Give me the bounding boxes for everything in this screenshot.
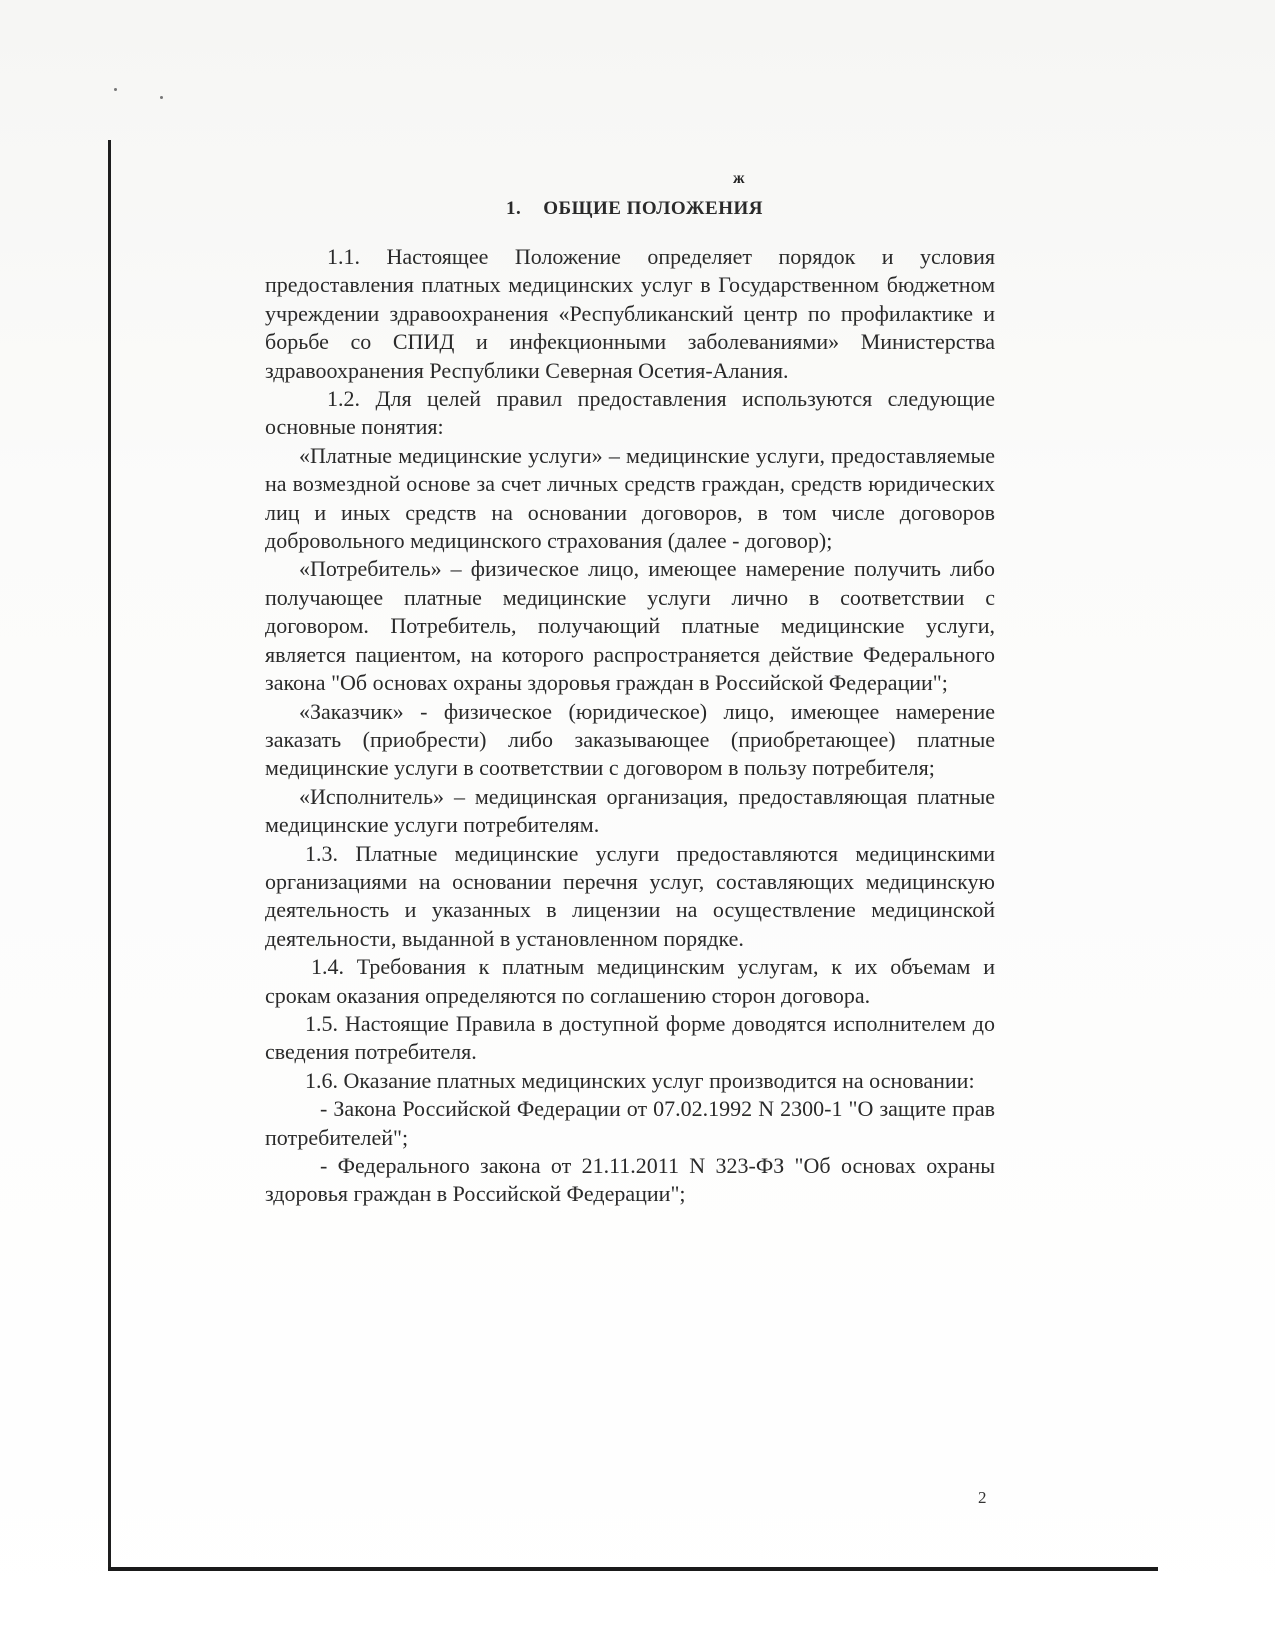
paragraph-1-5: 1.5. Настоящие Правила в доступной форме доводятся исполнителем до сведения потребителя. bbox=[265, 1010, 995, 1065]
definition-contractor: «Исполнитель» – медицинская организация, предоставляющая платные медицинские услуги потребителям. bbox=[265, 783, 995, 838]
paragraph-1-4: 1.4. Требования к платным медицинским услугам, к их объемам и срокам оказания определяются по соглашению сторон договора. bbox=[265, 954, 995, 1008]
section-heading bbox=[506, 198, 763, 220]
section-number: 1. bbox=[506, 198, 522, 219]
definition-paid-services: «Платные медицинские услуги» – медицинские услуги, предоставляемые на возмездной основе за счет личных средств граждан, средств юридических лиц и иных средств на основании договоров, в том числе договоров добровольного медицинского страхования (далее - договор); bbox=[265, 442, 995, 554]
definition-customer: «Заказчик» - физическое (юридическое) лицо, имеющее намерение заказать (приобрести) либо заказывающее (приобретающее) платные медицинские услуги в соответствии с договором в пользу потребителя; bbox=[265, 698, 995, 781]
paragraph-1-3: 1.3. Платные медицинские услуги предоставляются медицинскими организациями на основании перечня услуг, составляющих медицинскую деятельность и указанных в лицензии на осуществление медицинской деятельности, выданной в установленном порядке. bbox=[265, 840, 995, 951]
law-item-consumer-rights: - Закона Российской Федерации от 07.02.1992 N 2300-1 "О защите прав потребителей"; bbox=[265, 1096, 995, 1150]
document-body bbox=[265, 243, 995, 1209]
definition-consumer: «Потребитель» – физическое лицо, имеющее намерение получить либо получающее платные медицинские услуги лично в соответствии с договором. Потребитель, получающий платные медицинские услуги, является пациентом, на которого распространяется действие Федерального закона "Об основах охраны здоровья граждан в Российской Федерации"; bbox=[265, 556, 995, 696]
pen-mark: ж bbox=[733, 170, 745, 187]
law-item-health-protection: - Федерального закона от 21.11.2011 N 323-ФЗ "Об основах охраны здоровья граждан в Российской Федерации"; bbox=[265, 1153, 995, 1207]
page-left-edge bbox=[108, 140, 111, 1570]
scan-speck bbox=[160, 96, 163, 99]
paragraph-1-1: 1.1. Настоящее Положение определяет порядок и условия предоставления платных медицинских услуг в Государственном бюджетном учреждении здравоохранения «Республиканский центр по профилактике и борьбе со СПИД и инфекционными заболеваниями» Министерства здравоохранения Республики Северная Осетия-Алания. bbox=[265, 244, 995, 383]
page-bottom-edge bbox=[108, 1567, 1158, 1571]
paragraph-1-2: 1.2. Для целей правил предоставления используются следующие основные понятия: bbox=[265, 386, 995, 440]
paragraph-1-6: 1.6. Оказание платных медицинских услуг производится на основании: bbox=[305, 1067, 975, 1093]
page-number: 2 bbox=[978, 1488, 987, 1507]
scan-speck bbox=[114, 88, 117, 91]
section-title: ОБЩИЕ ПОЛОЖЕНИЯ bbox=[543, 198, 763, 219]
